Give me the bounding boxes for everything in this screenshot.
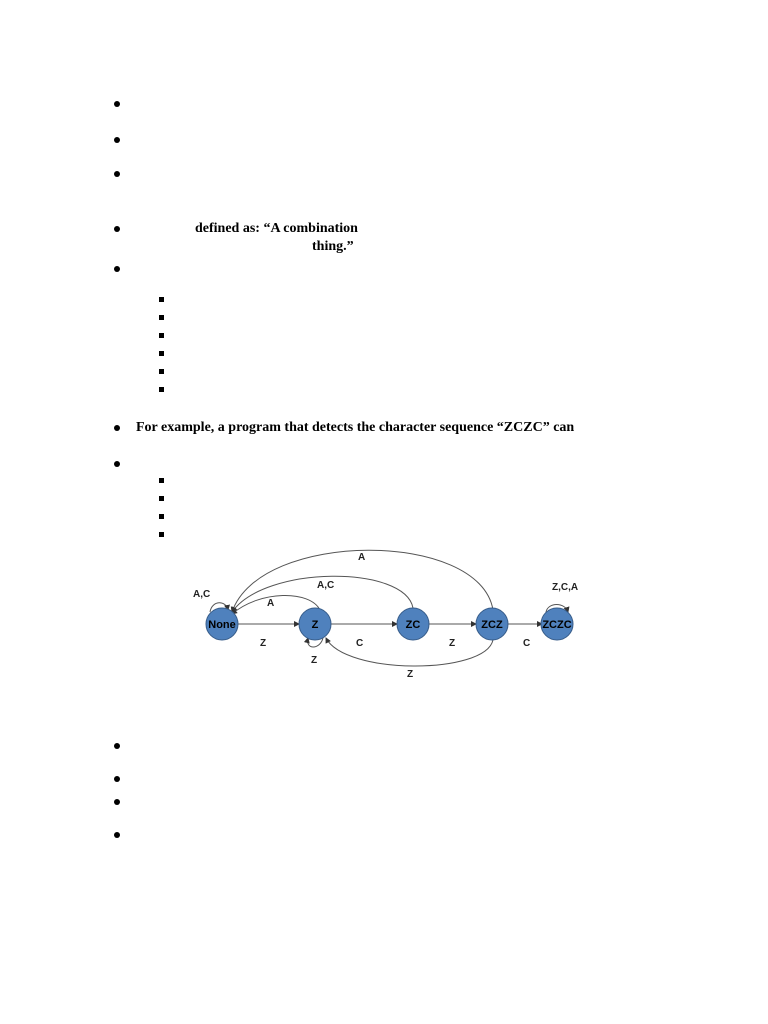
node-z: [299, 608, 331, 640]
label-zc-to-none: A,C: [317, 580, 335, 591]
label-zcz-to-z: Z: [407, 669, 414, 680]
bullet-11: [114, 832, 120, 838]
node-zcz: [476, 608, 508, 640]
sub-bullet-10: [159, 532, 164, 537]
label-zcz-to-none: A: [358, 552, 366, 563]
bullet-5: [114, 266, 120, 272]
label-none-self: A,C: [193, 589, 211, 600]
svg-text:ZCZC: ZCZC: [542, 619, 572, 631]
example-text: For example, a program that detects the character sequence “ZCZC” can: [136, 420, 575, 435]
bullet-4: [114, 226, 120, 232]
definition-line-2: thing.”: [312, 239, 354, 254]
node-zczc: [541, 608, 573, 640]
bullet-8: [114, 743, 120, 749]
edge-zcz-to-z: [326, 638, 493, 666]
state-diagram: [180, 540, 600, 690]
node-none: [206, 608, 238, 640]
bullet-1: [114, 101, 120, 107]
sub-bullet-1: [159, 297, 164, 302]
svg-text:None: None: [208, 619, 236, 631]
label-none-to-z: Z: [260, 638, 267, 649]
bullet-3: [114, 171, 120, 177]
sub-bullet-6: [159, 387, 164, 392]
sub-bullet-5: [159, 369, 164, 374]
node-zc: [397, 608, 429, 640]
svg-text:ZC: ZC: [405, 619, 421, 631]
svg-text:Z: Z: [311, 619, 319, 631]
bullet-2: [114, 137, 120, 143]
bullet-9: [114, 776, 120, 782]
svg-text:ZCZ: ZCZ: [481, 619, 503, 631]
bullet-10: [114, 799, 120, 805]
label-zc-to-zcz: Z: [449, 638, 456, 649]
sub-bullet-9: [159, 514, 164, 519]
sub-bullet-2: [159, 315, 164, 320]
label-z-self: Z: [311, 655, 318, 666]
label-zczc-self: Z,C,A: [552, 582, 579, 593]
sub-bullet-8: [159, 496, 164, 501]
sub-bullet-4: [159, 351, 164, 356]
sub-bullet-3: [159, 333, 164, 338]
bullet-6: [114, 425, 120, 431]
definition-line-1: defined as: “A combination: [195, 221, 358, 236]
sub-bullet-7: [159, 478, 164, 483]
label-z-to-none: A: [267, 598, 275, 609]
bullet-7: [114, 461, 120, 467]
label-z-to-zc: C: [356, 638, 364, 649]
label-zcz-to-zczc: C: [523, 638, 531, 649]
